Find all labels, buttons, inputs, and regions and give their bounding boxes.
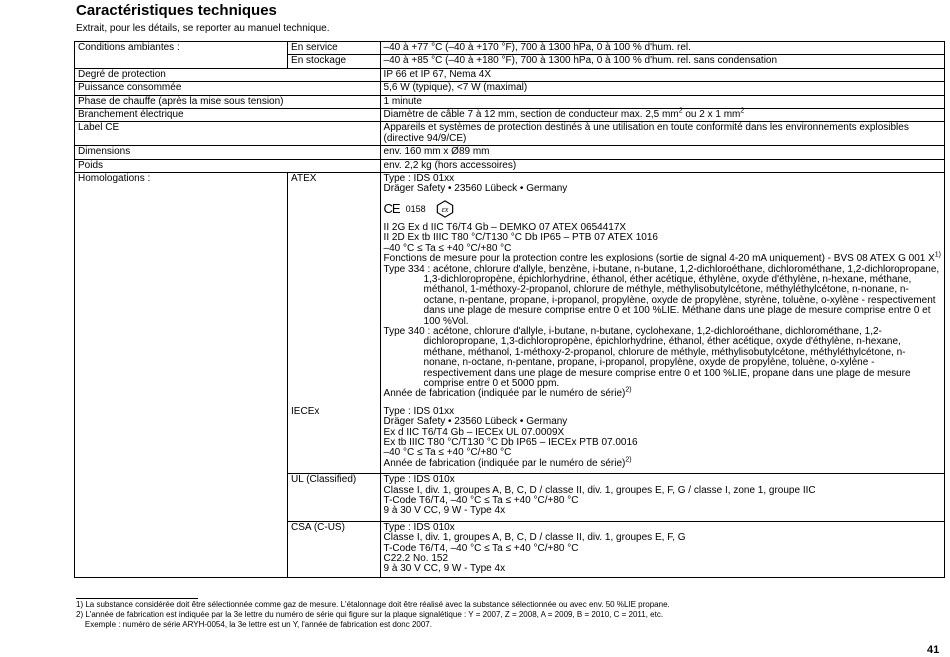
footnote-2: 2) L'année de fabrication est indiquée par la 3e lettre du numéro de série qui figure sur la plaque signalétique : Y = 2007, Z = 2008, A = 2009, B = 2010, C = 2011, etc.: [76, 610, 664, 619]
atex-year: [384, 389, 941, 399]
weight-label: Poids: [75, 159, 381, 172]
footnote-ref-2: 2): [625, 387, 632, 395]
table-row-electrical: [75, 109, 945, 122]
table-row-ce: [75, 122, 945, 146]
warmup-label: Phase de chauffe (après la mise sous tension): [75, 95, 381, 108]
iecex-value: [380, 406, 944, 474]
csa-value: [380, 521, 944, 577]
electrical-sup-1: 2: [678, 107, 683, 115]
iecex-line-3: –40 °C ≤ Ta ≤ +40 °C/+80 °C: [383, 447, 512, 459]
atex-line-2: II 2D Ex tb IIIC T80 °C/T130 °C Db IP65 – PTB 07 ATEX 1016: [383, 232, 658, 244]
atex-company: Dräger Safety • 23560 Lübeck • Germany: [383, 183, 568, 195]
csa-line-1: Classe I, div. 1, groupes A, B, C, D / classe II, div. 1, groupes E, F, G: [383, 532, 686, 544]
weight-value: env. 2,2 kg (hors accessoires): [380, 159, 944, 172]
atex-line-4: [383, 251, 941, 265]
csa-type: Type : IDS 010x: [383, 521, 455, 533]
csa-label: CSA (C-US): [288, 521, 381, 577]
electrical-value: [380, 109, 944, 122]
power-label: Puissance consommée: [75, 82, 381, 95]
atex-year-text: Année de fabrication (indiquée par le numéro de série): [383, 388, 626, 400]
approvals-label: Homologations :: [75, 173, 288, 406]
ul-line-3: 9 à 30 V CC, 9 W - Type 4x: [383, 505, 506, 517]
iecex-line-2: Ex tb IIIC T80 °C/T130 °C Db IP65 – IECEx PTB 07.0016: [383, 437, 638, 448]
atex-line-4-text: Fonctions de mesure pour la protection contre les explosions (sortie de signal 4-20 mA uniquement) - BVS 08 ATEX G 001 X: [383, 253, 935, 265]
ce-label: Label CE: [75, 122, 381, 146]
electrical-value-mid: ou 2 x 1 mm: [682, 109, 741, 121]
protection-value: IP 66 et IP 67, Nema 4X: [380, 68, 944, 81]
table-row-dimensions: [75, 146, 945, 159]
page-title: Caractéristiques techniques: [76, 2, 277, 19]
atex-type-340: Type 340 : acétone, chlorure d'allyle, i-butane, n-butane, cyclohexane, 1,2-dichloroéthane, dichlorométhane, 1,2-dichloropropane, 1,3-dichloropropène, épichlorhydrine, éthanol, éther acétique, oxyde d'éthylène, n-hexane, méthane, méthanol, 1-méthoxy-2-propanol, chlorure de méthyle, méthylisobutylcétone, méthyléthylcétone, n-nonane, n-octane, n-pentane, propane, i-propanol, propylène, oxyde de propylène, toluène, o-xylène - respectivement dans une plage de mesure comprise entre 0 et 100 %LIE, propane dans une plage de mesure comprise entre 0 et 5000 ppm.: [383, 325, 911, 389]
ul-label: UL (Classified): [288, 474, 381, 522]
table-row-ambient-storage: [75, 55, 945, 68]
footnote-ref-2b: 2): [625, 456, 632, 464]
table-row-ul: [75, 474, 945, 522]
table-row-warmup: [75, 95, 945, 108]
ambient-label: Conditions ambiantes :: [75, 42, 288, 55]
electrical-label: Branchement électrique: [75, 109, 381, 122]
ambient-service-label: En service: [288, 42, 381, 55]
power-value: 5,6 W (typique), <7 W (maximal): [380, 82, 944, 95]
atex-line-3: –40 °C ≤ Ta ≤ +40 °C/+80 °C: [383, 242, 512, 254]
atex-marks: [384, 198, 941, 220]
csa-line-3: C22.2 No. 152: [383, 553, 449, 565]
ul-value: [380, 474, 944, 522]
electrical-sup-2: 2: [740, 107, 745, 115]
notified-body-number: 0158: [405, 203, 426, 214]
electrical-value-text: Diamètre de câble 7 à 12 mm, section de conducteur max. 2,5 mm: [383, 109, 679, 121]
table-row-protection: [75, 68, 945, 81]
page-subtitle: Extrait, pour les détails, se reporter au manuel technique.: [76, 23, 330, 34]
ul-type: Type : IDS 010x: [383, 474, 455, 486]
iecex-company: Dräger Safety • 23560 Lübeck • Germany: [383, 416, 568, 428]
ce-mark: CE: [383, 200, 400, 216]
ambient-storage-label: En stockage: [288, 55, 381, 68]
table-row-atex: [75, 173, 945, 406]
svg-text:εx: εx: [441, 205, 449, 215]
table-row-csa: [75, 521, 945, 577]
dimensions-value: env. 160 mm x Ø89 mm: [380, 146, 944, 159]
table-row-weight: [75, 159, 945, 172]
footnote-3: Exemple : numéro de série ARYH-0054, la 3e lettre est un Y, l'année de fabrication est donc 2007.: [76, 620, 432, 629]
page-number: 41: [927, 644, 940, 656]
table-row-iecex: [75, 406, 945, 474]
csa-line-4: 9 à 30 V CC, 9 W - Type 4x: [383, 563, 506, 575]
iecex-line-1: Ex d IIC T6/T4 Gb – IECEx UL 07.0009X: [383, 426, 565, 438]
iecex-year: [383, 456, 941, 469]
protection-label: Degré de protection: [75, 68, 381, 81]
ce-value: Appareils et systèmes de protection destinés à une utilisation en toute conformité dans les environnements explosibles (directive 94/9/CE): [380, 122, 944, 146]
atex-type: Type : IDS 01xx: [383, 173, 455, 185]
csa-line-2: T-Code T6/T4, –40 °C ≤ Ta ≤ +40 °C/+80 °C: [383, 542, 579, 554]
footnote-1: 1) La substance considérée doit être sélectionnée comme gaz de mesure. L'étalonnage doit être réalisé avec la substance sélectionnée ou avec env. 50 %LIE propane.: [76, 600, 670, 609]
ul-line-1: Classe I, div. 1, groupes A, B, C, D / classe II, div. 1, groupes E, F, G / classe I, zone 1, groupe IIC: [383, 484, 816, 496]
ambient-storage-value: –40 à +85 °C (–40 à +180 °F), 700 à 1300 hPa, 0 à 100 % d'hum. rel. sans condensation: [380, 55, 944, 68]
iecex-year-text: Année de fabrication (indiquée par le numéro de série): [383, 457, 626, 469]
table-row-power: [75, 82, 945, 95]
ambient-service-value: –40 à +77 °C (–40 à +170 °F), 700 à 1300 hPa, 0 à 100 % d'hum. rel.: [383, 42, 691, 53]
table-row-ambient-service: [75, 42, 945, 55]
atex-label: ATEX: [288, 173, 381, 406]
footnote-divider: [76, 598, 198, 599]
warmup-value: 1 minute: [380, 95, 944, 108]
atex-type-334: Type 334 : acétone, chlorure d'allyle, benzène, i-butane, n-butane, 1,2-dichloroéthane, dichlorométhane, 1,2-dichloropropane, 1,3-dichloropropène, épichlorhydrine, éthanol, éther acétique, éthylène, oxyde d'éthylène, n-hexane, méthane, méthanol, 1-méthoxy-2-propanol, chlorure de méthyle, méthylisobutylcétone, méthyléthylcétone, n-nonane, n-octane, n-pentane, propane, i-propanol, propylène, oxyde de propylène, styrène, toluène, o-xylène - respectivement dans une plage de mesure comprise entre 0 et 100 %LIE. Méthane dans une plage de mesure comprise entre 0 et 100 %Vol.: [383, 263, 940, 327]
iecex-type: Type : IDS 01xx: [383, 405, 455, 417]
atex-line-1: II 2G Ex d IIC T6/T4 Gb – DEMKO 07 ATEX 0654417X: [383, 221, 627, 233]
dimensions-label: Dimensions: [75, 146, 381, 159]
footnote-ref-1: 1): [934, 251, 941, 259]
specs-table: [74, 41, 945, 578]
ul-line-2: T-Code T6/T4, –40 °C ≤ Ta ≤ +40 °C/+80 °C: [383, 495, 579, 507]
iecex-label: IECEx: [288, 406, 381, 474]
atex-value: [380, 173, 944, 406]
ex-explosion-protection-icon: [436, 200, 454, 218]
